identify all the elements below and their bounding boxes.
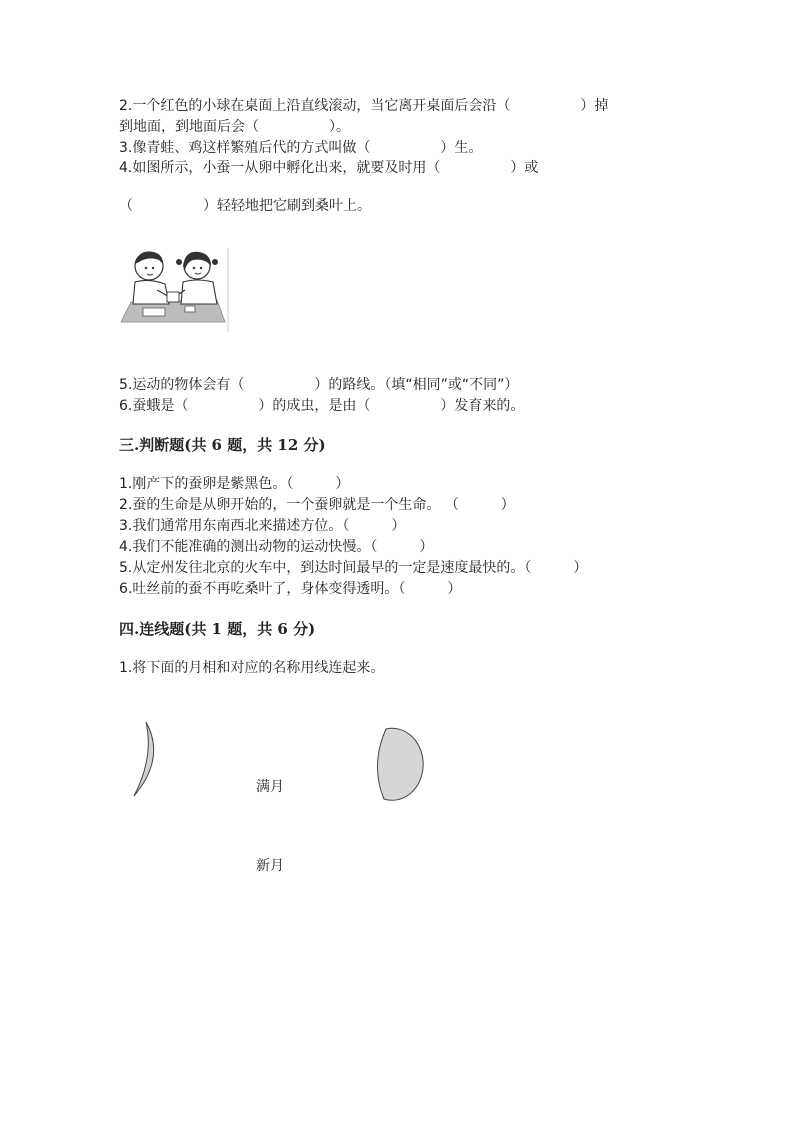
question-2-line-1: 2.一个红色的小球在桌面上沿直线滚动，当它离开桌面后会沿（ ）掉 — [119, 98, 609, 114]
question-5: 5.运动的物体会有（ ）的路线。（填“相同”或“不同”） — [119, 377, 519, 393]
judge-item-2: 2.蚕的生命是从卵开始的，一个蚕卵就是一个生命。 （ ） — [119, 497, 515, 513]
matching-section-heading: 四.连线题(共 1 题，共 6 分) — [119, 620, 316, 638]
children-illustration — [119, 246, 231, 334]
label-full-moon: 满月 — [256, 779, 284, 795]
question-4-line-1: 4.如图所示，小蚕一从卵中孵化出来，就要及时用（ ）或 — [119, 160, 539, 176]
judge-item-4: 4.我们不能准确的测出动物的运动快慢。（ ） — [119, 539, 434, 555]
matching-instruction: 1.将下面的月相和对应的名称用线连起来。 — [119, 660, 385, 676]
crescent-moon-icon — [128, 718, 168, 800]
question-4-line-2: （ ）轻轻地把它刷到桑叶上。 — [119, 198, 371, 214]
moon-phase-icon — [372, 725, 438, 803]
question-6: 6.蚕蛾是（ ）的成虫，是由（ ）发育来的。 — [119, 398, 525, 414]
question-2-line-2: 到地面，到地面后会（ ）。 — [119, 119, 350, 135]
label-new-moon: 新月 — [256, 858, 284, 874]
question-3: 3.像青蛙、鸡这样繁殖后代的方式叫做（ ）生。 — [119, 140, 483, 156]
judge-section-heading: 三.判断题(共 6 题，共 12 分) — [119, 436, 326, 454]
judge-item-6: 6.吐丝前的蚕不再吃桑叶了，身体变得透明。（ ） — [119, 581, 462, 597]
judge-item-1: 1.刚产下的蚕卵是紫黑色。（ ） — [119, 476, 350, 492]
judge-item-5: 5.从定州发往北京的火车中，到达时间最早的一定是速度最快的。（ ） — [119, 560, 588, 576]
judge-item-3: 3.我们通常用东南西北来描述方位。（ ） — [119, 518, 406, 534]
